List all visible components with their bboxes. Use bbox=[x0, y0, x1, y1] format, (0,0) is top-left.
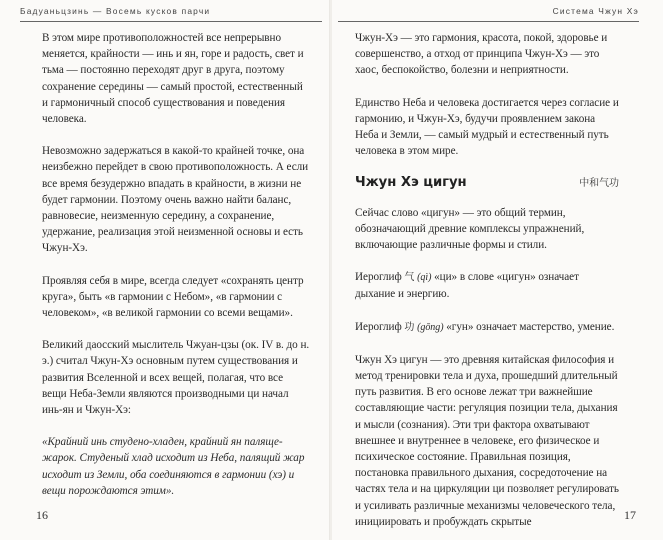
hieroglyph-qi-prefix: Иероглиф bbox=[355, 271, 402, 284]
hieroglyph-gong-prefix: Иероглиф bbox=[355, 320, 402, 333]
section-heading bbox=[355, 175, 621, 192]
left-paragraph-4: Великий даосский мыслитель Чжуан-цзы (ок. IV в. до н. э.) считал Чжун-Хэ основным путем существования и развития Вселенной и всех вещей, полагая, что все вещи Неба-Земли являются производными ци начал инь-ян и Чжун-Хэ: bbox=[42, 339, 310, 417]
hieroglyph-qi-text: «ци» в слове «цигун» означает дыхание и энергию. bbox=[355, 271, 579, 301]
section-title: Чжун Хэ цигун bbox=[355, 175, 467, 191]
right-body-text bbox=[355, 30, 621, 546]
right-paragraph-intro: Сейчас слово «цигун» — это общий термин, обозначающий древние комплексы упражнений, включающие различные формы и стили. bbox=[355, 206, 585, 252]
left-page bbox=[0, 0, 330, 540]
left-body-text bbox=[42, 30, 310, 515]
left-running-head: Бадуаньцзинь — Восемь кусков парчи bbox=[20, 6, 211, 16]
hieroglyph-qi-pinyin: (qì) bbox=[417, 272, 432, 284]
right-running-head: Система Чжун Хэ bbox=[552, 6, 639, 16]
left-quote: «Крайний инь студено-хладен, крайний ян паляще-жарок. Студеный хлад исходит из Неба, палящий жар исходит из Земли, оба соединяются в гармонии (хэ) и вещи порождаются этим». bbox=[42, 436, 305, 497]
left-paragraph-3: Проявляя себя в мире, всегда следует «сохранять центр круга», быть «в гармонии с Небом», «в гармонии с человеком», «в великой гармонии со всеми вещами». bbox=[42, 274, 304, 320]
left-paragraph-1: В этом мире противоположностей все непрерывно меняется, крайности — инь и ян, горе и радость, свет и тьма — постоянно переходят друг в друга, поэтому сохранение середины — самый простой, естественный и гармоничный способ существования и поведения человека. bbox=[42, 32, 304, 126]
hieroglyph-qi-paragraph bbox=[355, 269, 621, 302]
right-page bbox=[332, 0, 663, 540]
section-hanzi: 中和气功 bbox=[579, 178, 619, 190]
left-paragraph-2: Невозможно задержаться в какой-то крайней точке, она неизбежно перейдет в свою противоположность. А если все время безудержно впадать в крайности, в жизни не будет гармонии. Поэтому очень важно найти баланс, равновесие, неизменную середину, а сохранение, удержание, реализация этой неизменной основы и есть Чжун-Хэ. bbox=[42, 145, 309, 255]
right-paragraph-2: Единство Неба и человека достигается через согласие и гармонию, и Чжун-Хэ, будучи проявлением закона Неба и Земли, — самый мудрый и естественный путь человека в этом мире. bbox=[355, 96, 619, 158]
hieroglyph-gong-paragraph bbox=[355, 319, 621, 336]
right-header-rule bbox=[338, 21, 639, 22]
right-page-number: 17 bbox=[624, 508, 636, 522]
hieroglyph-gong-text: «гун» означает мастерство, умение. bbox=[446, 320, 615, 333]
hieroglyph-gong-glyph: 功 bbox=[404, 321, 415, 333]
hieroglyph-qi-glyph: 气 bbox=[404, 272, 415, 284]
hieroglyph-gong-pinyin: (gōng) bbox=[417, 321, 444, 333]
right-paragraph-last: Чжун Хэ цигун — это древняя китайская философия и метод тренировки тела и духа, прошедший длительный путь развития. В его основе лежат три важнейшие составляющие части: регуляция позиции тела, дыхания и мысли (сознания). Эти три фактора охватывают внешнее и внутреннее в человеке, его физическое и психическое состояние. Правильная позиция, постановка правильного дыхания, сосредоточение на частях тела и на циркуляции ци позволяет регулировать и усиливать различные механизмы человеческого тела, инициировать и пробуждать скрытые bbox=[355, 353, 619, 528]
left-header-rule bbox=[20, 21, 322, 22]
left-page-number: 16 bbox=[36, 508, 48, 522]
right-paragraph-1: Чжун-Хэ — это гармония, красота, покой, здоровье и совершенство, а отход от принципа Чжун-Хэ — это хаос, беспокойство, болезни и неприятности. bbox=[355, 32, 608, 77]
